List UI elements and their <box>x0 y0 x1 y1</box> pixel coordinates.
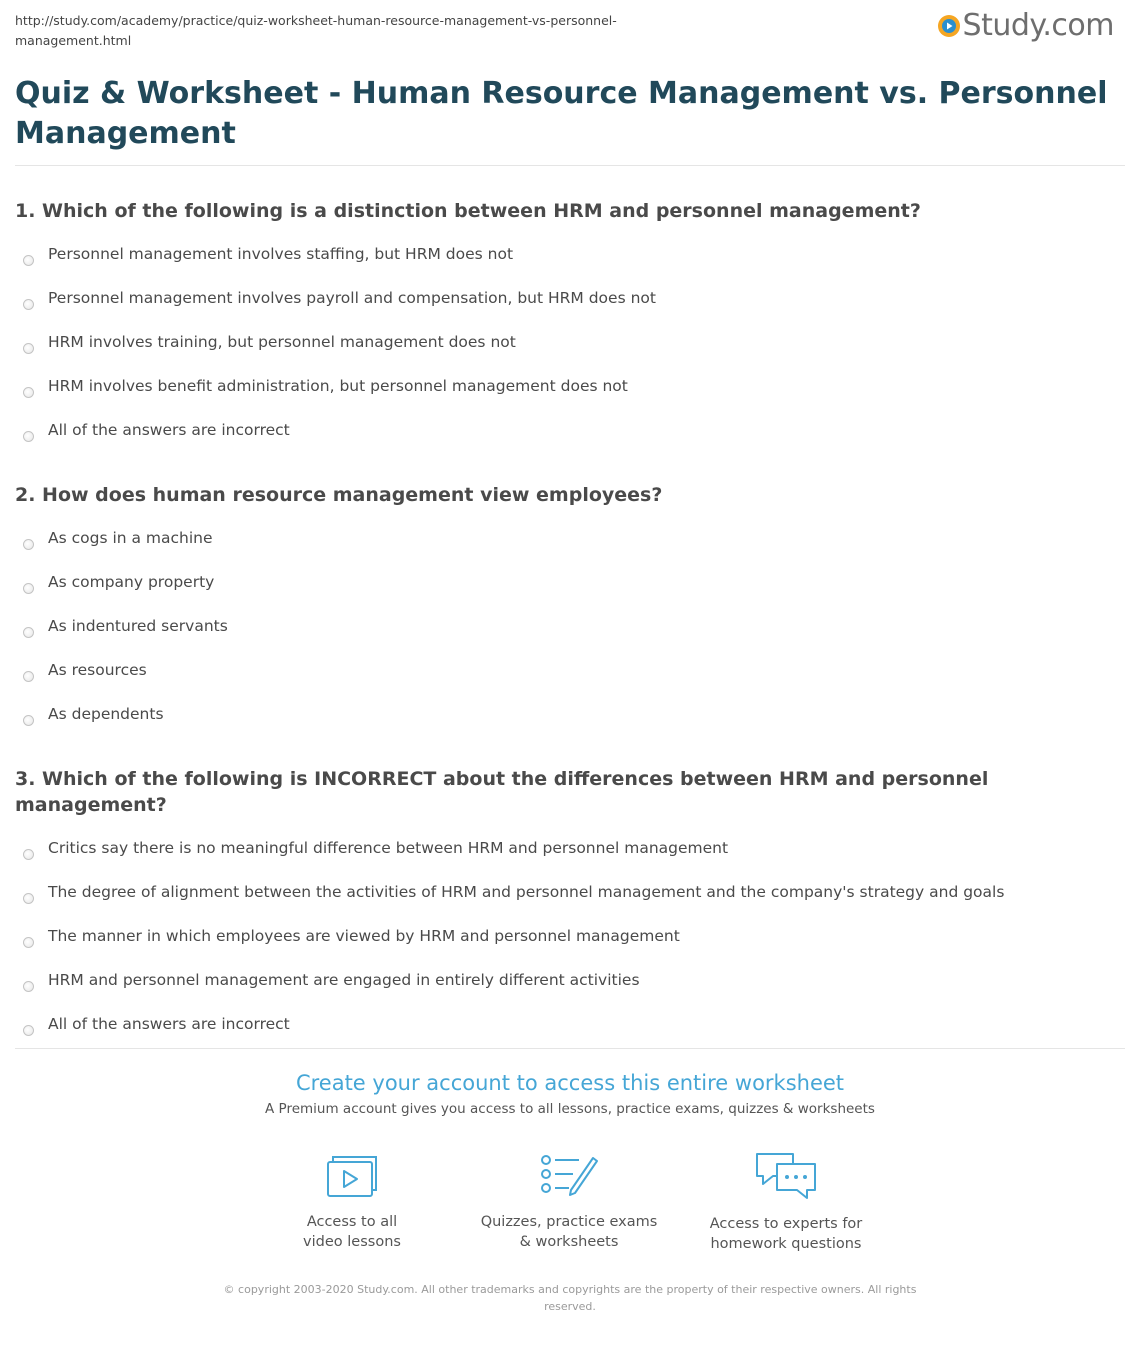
radio-button[interactable] <box>23 937 34 948</box>
cta-subtitle: A Premium account gives you access to all lessons, practice exams, quizzes & worksheets <box>265 1101 875 1117</box>
radio-button[interactable] <box>23 343 34 354</box>
cta-title-link[interactable]: Create your account to access this entire worksheet <box>295 1071 845 1095</box>
question-text: 1. Which of the following is a distinction between HRM and personnel management? <box>15 200 921 222</box>
radio-button[interactable] <box>23 671 34 682</box>
radio-button[interactable] <box>23 893 34 904</box>
answer-option[interactable]: HRM involves training, but personnel management does not <box>15 330 1125 374</box>
answer-option[interactable]: As company property <box>15 570 1125 614</box>
signup-cta <box>0 1068 1140 1119</box>
title-divider <box>15 165 1125 166</box>
answer-option[interactable]: As cogs in a machine <box>15 526 1125 570</box>
copyright-footer: © copyright 2003-2020 Study.com. All other trademarks and copyrights are the property of their respective owners. All rights reserved. <box>223 1283 917 1313</box>
radio-button[interactable] <box>23 387 34 398</box>
radio-button[interactable] <box>23 431 34 442</box>
answer-option[interactable]: The degree of alignment between the activities of HRM and personnel management and the company's strategy and goals <box>15 880 1125 924</box>
study-logo[interactable] <box>937 8 1114 43</box>
radio-button[interactable] <box>23 299 34 310</box>
answer-option[interactable]: As resources <box>15 658 1125 702</box>
feature-video-lessons <box>252 1150 452 1252</box>
section-divider <box>15 1048 1125 1049</box>
answer-option[interactable]: All of the answers are incorrect <box>15 418 1125 462</box>
feature-experts <box>686 1150 886 1254</box>
answer-option[interactable]: Critics say there is no meaningful difference between HRM and personnel management <box>15 836 1125 880</box>
answer-option[interactable]: As indentured servants <box>15 614 1125 658</box>
radio-button[interactable] <box>23 1025 34 1036</box>
logo-text: Study.com <box>962 8 1114 43</box>
question-3 <box>15 766 1125 1056</box>
radio-button[interactable] <box>23 715 34 726</box>
radio-button[interactable] <box>23 539 34 550</box>
page-url: http://study.com/academy/practice/quiz-worksheet-human-resource-management-vs-personnel-management.html <box>15 13 617 48</box>
question-text: 3. Which of the following is INCORRECT about the differences between HRM and personnel management? <box>15 768 989 816</box>
answer-list <box>15 526 1125 746</box>
answer-option[interactable]: All of the answers are incorrect <box>15 1012 1125 1056</box>
answer-option[interactable]: Personnel management involves staffing, but HRM does not <box>15 242 1125 286</box>
radio-button[interactable] <box>23 627 34 638</box>
answer-list <box>15 836 1125 1056</box>
answer-option[interactable]: As dependents <box>15 702 1125 746</box>
radio-button[interactable] <box>23 981 34 992</box>
chat-experts-icon <box>753 1150 819 1202</box>
feature-text: Quizzes, practice exams & worksheets <box>480 1214 658 1250</box>
answer-option[interactable]: HRM involves benefit administration, but personnel management does not <box>15 374 1125 418</box>
study-logo-icon <box>937 14 961 38</box>
question-text: 2. How does human resource management view employees? <box>15 484 663 506</box>
radio-button[interactable] <box>23 583 34 594</box>
answer-list <box>15 242 1125 462</box>
page-title: Quiz & Worksheet - Human Resource Management vs. Personnel Management <box>15 76 1108 151</box>
question-2 <box>15 482 1125 746</box>
question-1 <box>15 198 1125 462</box>
radio-button[interactable] <box>23 849 34 860</box>
answer-option[interactable]: Personnel management involves payroll and compensation, but HRM does not <box>15 286 1125 330</box>
answer-option[interactable]: HRM and personnel management are engaged in entirely different activities <box>15 968 1125 1012</box>
feature-text: Access to all video lessons <box>303 1214 401 1250</box>
feature-text: Access to experts for homework questions <box>709 1216 863 1252</box>
video-lesson-icon <box>324 1150 380 1200</box>
radio-button[interactable] <box>23 255 34 266</box>
quiz-list-icon <box>539 1150 599 1200</box>
feature-quizzes <box>469 1150 669 1252</box>
answer-option[interactable]: The manner in which employees are viewed by HRM and personnel management <box>15 924 1125 968</box>
